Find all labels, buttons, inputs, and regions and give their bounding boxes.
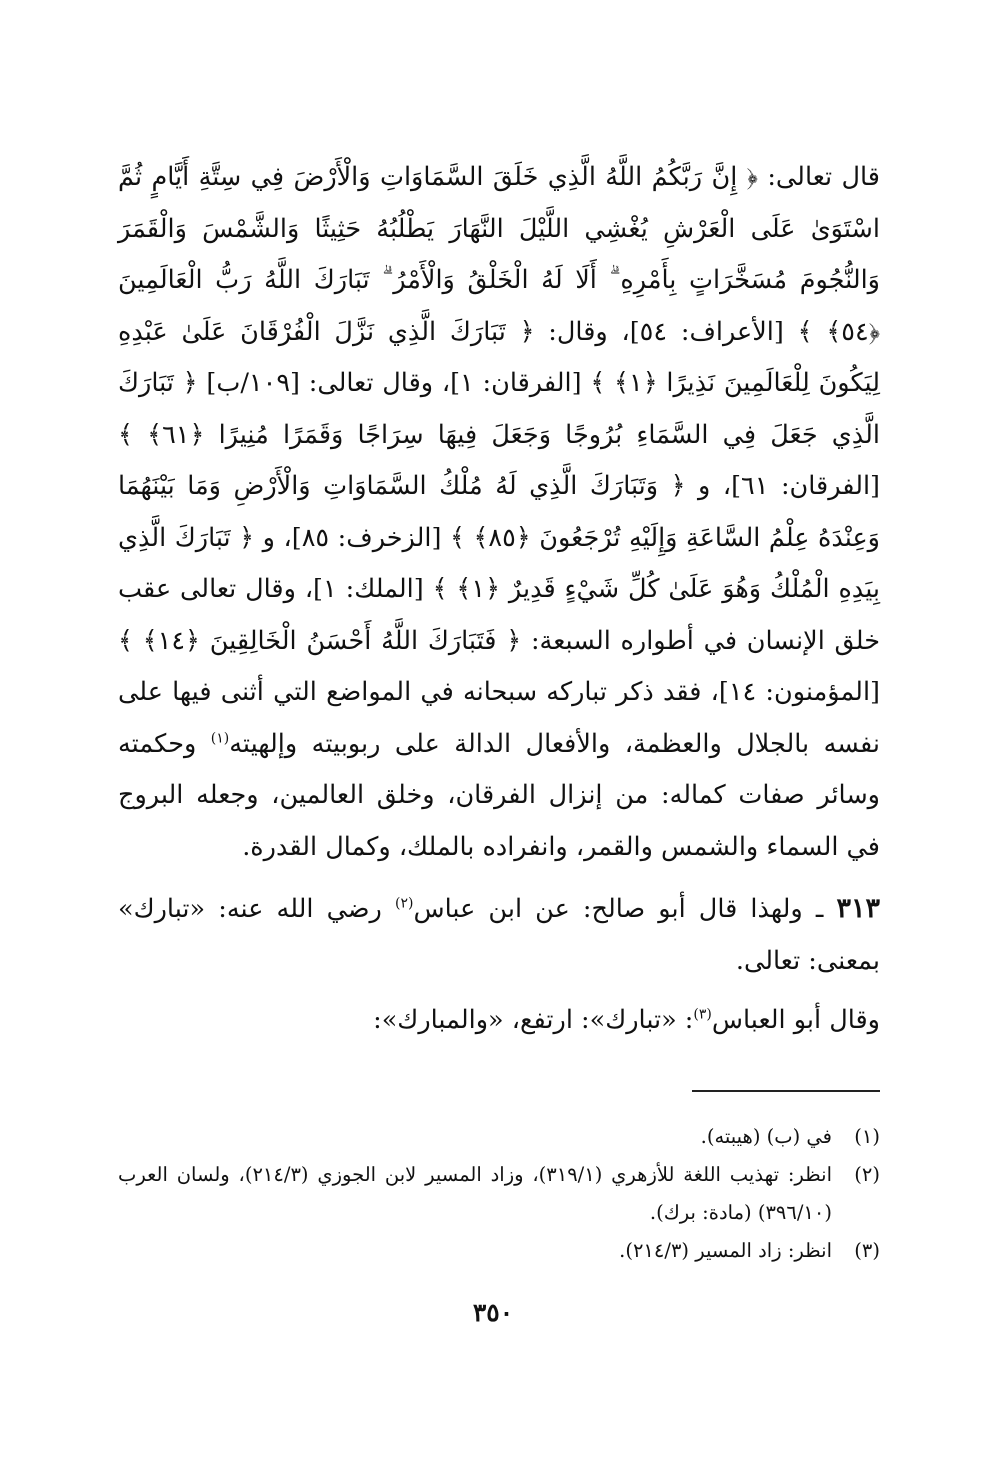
paragraph-2-text-b: رضي الله عنه: «تبارك» بمعنى: تعالى. [118,894,880,976]
footnote-number: (٢) [854,1163,880,1186]
footnote-ref-2: (٢) [395,895,414,912]
paragraph-1-text: قال تعالى: ﴿ إِنَّ رَبَّكُمُ اللَّهُ الَّذِي خَلَقَ السَّمَاوَاتِ وَالْأَرْضَ فِي سِتَّةِ أَيَّامٍ ثُمَّ اسْتَوَىٰ عَلَى الْعَرْشِ يُغْشِي اللَّيْلَ النَّهَارَ يَطْلُبُهُ حَثِيثًا وَالشَّمْسَ وَالْقَمَرَ وَالنُّجُومَ مُسَخَّرَاتٍ بِأَمْرِهِ ۗ أَلَا لَهُ الْخَلْقُ وَالْأَمْرُ ۗ تَبَارَكَ اللَّهُ رَبُّ الْعَالَمِينَ ﴿٥٤﴾ ﴾ [الأعراف: ٥٤]، وقال: ﴿ تَبَارَكَ الَّذِي نَزَّلَ الْفُرْقَانَ عَلَىٰ عَبْدِهِ لِيَكُونَ لِلْعَالَمِينَ نَذِيرًا ﴿١﴾ ﴾ [الفرقان: ١]، وقال تعالى: [١٠٩/ب] ﴿ تَبَارَكَ الَّذِي جَعَلَ فِي السَّمَاءِ بُرُوجًا وَجَعَلَ فِيهَا سِرَاجًا وَقَمَرًا مُنِيرًا ﴿٦١﴾ ﴾ [الفرقان: ٦١]، و ﴿ وَتَبَارَكَ الَّذِي لَهُ مُلْكُ السَّمَاوَاتِ وَالْأَرْضِ وَمَا بَيْنَهُمَا وَعِنْدَهُ عِلْمُ السَّاعَةِ وَإِلَيْهِ تُرْجَعُونَ ﴿٨٥﴾ ﴾ [الزخرف: ٨٥]، و ﴿ تَبَارَكَ الَّذِي بِيَدِهِ الْمُلْكُ وَهُوَ عَلَىٰ كُلِّ شَيْءٍ قَدِيرٌ ﴿١﴾ ﴾ [الملك: ١]، وقال تعالى عقب خلق الإنسان في أطواره السبعة: ﴿ فَتَبَارَكَ اللَّهُ أَحْسَنُ الْخَالِقِينَ ﴿١٤﴾ ﴾ [المؤمنون: ١٤]، فقد ذكر تباركه سبحانه في المواضع التي أثنى فيها على نفسه بالجلال والعظمة، والأفعال الدالة على ربوبيته وإلهيته [118,162,881,759]
paragraph-2-text-a: ـ ولهذا قال أبو صالح: عن ابن عباس [413,894,837,924]
paragraph-3-text-b: : «تبارك»: ارتفع، «والمبارك»: [373,1005,694,1035]
footnote-divider [692,1090,880,1092]
footnotes [118,1118,880,1270]
paragraph-1 [118,152,880,873]
paragraph-2 [118,883,880,987]
footnote-ref-1: (١) [210,730,230,746]
paragraph-3-text-a: وقال أبو العباس [711,1005,880,1035]
footnote-ref-3: (٣) [693,1006,712,1023]
paragraph-number: ٣١٣ [836,893,880,924]
footnote-1 [118,1118,880,1156]
footnote-text: انظر: تهذيب اللغة للأزهري (٣١٩/١)، وزاد المسير لابن الجوزي (٢١٤/٣)، ولسان العرب (٣٩٦/١٠) (مادة: برك). [118,1163,832,1224]
footnote-text: في (ب) (هيبته). [700,1125,832,1148]
footnote-2 [118,1156,880,1232]
paragraph-3 [118,995,880,1047]
footnote-3 [118,1232,880,1270]
paragraph-1-end: وحكمته وسائر صفات كماله: من إنزال الفرقان، وخلق العالمين، وجعله البروج في السماء والشمس والقمر، وانفراده بالملك، وكمال القدرة. [118,728,880,862]
page-number: ٣٥٠ [472,1298,514,1327]
footnote-number: (١) [854,1125,880,1148]
footnote-text: انظر: زاد المسير (٢١٤/٣). [619,1239,832,1262]
main-text [118,152,880,1047]
footnote-number: (٣) [854,1239,880,1262]
